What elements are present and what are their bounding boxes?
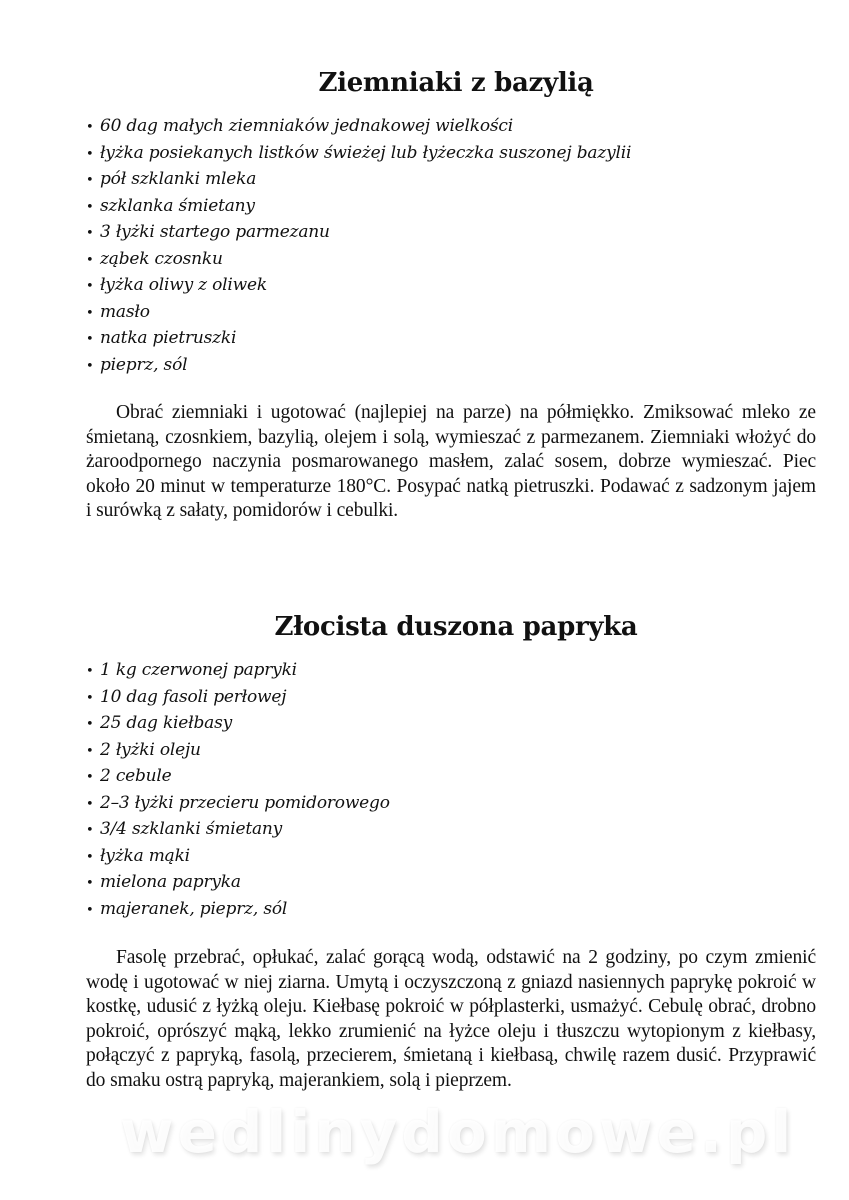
ingredient-item <box>86 870 816 897</box>
ingredient-text: szklanka śmietany <box>100 195 255 216</box>
ingredient-item <box>86 326 816 353</box>
ingredient-list <box>86 114 816 379</box>
ingredient-item <box>86 220 816 247</box>
ingredient-item <box>86 685 816 712</box>
bullet-icon: • <box>86 173 94 188</box>
ingredient-item <box>86 194 816 221</box>
ingredient-text: 60 dag małych ziemniaków jednakowej wielkości <box>100 116 513 136</box>
recipe-title: Ziemniaki z bazylią <box>318 68 594 98</box>
ingredient-item <box>86 114 816 141</box>
ingredient-item <box>86 897 816 924</box>
bullet-icon: • <box>86 252 94 268</box>
ingredient-text: natka pietruszki <box>100 328 237 348</box>
ingredient-item <box>86 247 816 274</box>
bullet-icon: • <box>86 849 94 865</box>
ingredient-item <box>86 273 816 300</box>
bullet-icon: • <box>86 796 94 812</box>
ingredient-item <box>86 300 816 327</box>
bullet-icon: • <box>86 664 94 679</box>
ingredient-text: pieprz, sól <box>100 354 188 375</box>
ingredient-item <box>86 817 816 844</box>
ingredient-text: 10 dag fasoli perłowej <box>100 686 287 707</box>
bullet-icon: • <box>86 902 94 918</box>
ingredient-text: łyżka mąki <box>100 845 190 866</box>
ingredient-item <box>86 791 816 818</box>
bullet-icon: • <box>86 146 94 162</box>
recipe-title: Złocista duszona papryka <box>274 612 638 642</box>
ingredient-item <box>86 711 816 738</box>
ingredient-text: mielona papryka <box>100 872 241 892</box>
bullet-icon: • <box>86 876 94 891</box>
bullet-icon: • <box>86 332 94 347</box>
ingredient-item <box>86 167 816 194</box>
bullet-icon: • <box>86 358 94 374</box>
bullet-icon: • <box>86 120 94 135</box>
ingredient-text: 1 kg czerwonej papryki <box>100 660 297 680</box>
bullet-icon: • <box>86 743 94 759</box>
bullet-icon: • <box>86 823 94 838</box>
bullet-icon: • <box>86 279 94 294</box>
ingredient-text: 3/4 szklanki śmietany <box>100 819 283 839</box>
bullet-icon: • <box>86 717 94 732</box>
ingredient-text: 2 cebule <box>100 766 172 786</box>
ingredient-item <box>86 844 816 871</box>
ingredient-item <box>86 141 816 168</box>
ingredient-text: masło <box>100 301 150 322</box>
watermark: wedlinydomowe.pl <box>120 1098 796 1166</box>
ingredient-item <box>86 658 816 685</box>
ingredient-item <box>86 738 816 765</box>
recipe-ziemniaki-z-bazylia <box>86 66 816 524</box>
ingredient-text: 3 łyżki startego parmezanu <box>100 222 330 242</box>
ingredient-item <box>86 353 816 380</box>
ingredient-item <box>86 764 816 791</box>
ingredient-text: majeranek, pieprz, sól <box>100 898 288 919</box>
recipe-method: Fasolę przebrać, opłukać, zalać gorącą wodą, odstawić na 2 godziny, po czym zmienić wodę i ugotować w niej ziarna. Umytą i oczyszczoną z gniazd nasiennych paprykę pokroić w kostkę, udusić z łyżką oleju. Kiełbasę pokroić w półplasterki, usmażyć. Cebulę obrać, drobno pokroić, oprószyć mąką, lekko zrumienić na łyżce oleju i tłuszczu wytopionym z kiełbasy, połączyć z papryką, fasolą, przecierem, śmietaną i kiełbasą, chwilę razem dusić. Przyprawić do smaku ostrą papryką, majerankiem, solą i pieprzem. <box>86 947 816 1091</box>
ingredient-text: ząbek czosnku <box>100 248 223 269</box>
ingredient-text: 2–3 łyżki przecieru pomidorowego <box>100 792 390 813</box>
ingredient-text: łyżka posiekanych listków świeżej lub łyżeczka suszonej bazylii <box>100 142 632 163</box>
ingredient-text: łyżka oliwy z oliwek <box>100 275 267 295</box>
bullet-icon: • <box>86 690 94 706</box>
ingredient-text: pół szklanki mleka <box>100 169 257 189</box>
recipe-method: Obrać ziemniaki i ugotować (najlepiej na parze) na półmiękko. Zmiksować mleko ze śmietaną, czosnkiem, bazylią, olejem i solą, wymieszać z parmezanem. Ziemniaki włożyć do żaroodpornego naczynia posmarowanego masłem, zalać sosem, dobrze wymieszać. Piec około 20 minut w temperaturze 180°C. Posypać natką pietruszki. Podawać z sadzonym jajem i surówką z sałaty, pomidorów i cebulki. <box>86 402 816 522</box>
bullet-icon: • <box>86 770 94 785</box>
ingredient-text: 25 dag kiełbasy <box>100 713 232 733</box>
bullet-icon: • <box>86 305 94 321</box>
bullet-icon: • <box>86 199 94 215</box>
recipe-zlocista-duszona-papryka <box>86 610 816 1094</box>
bullet-icon: • <box>86 226 94 241</box>
ingredient-text: 2 łyżki oleju <box>100 739 201 760</box>
ingredient-list <box>86 658 816 923</box>
